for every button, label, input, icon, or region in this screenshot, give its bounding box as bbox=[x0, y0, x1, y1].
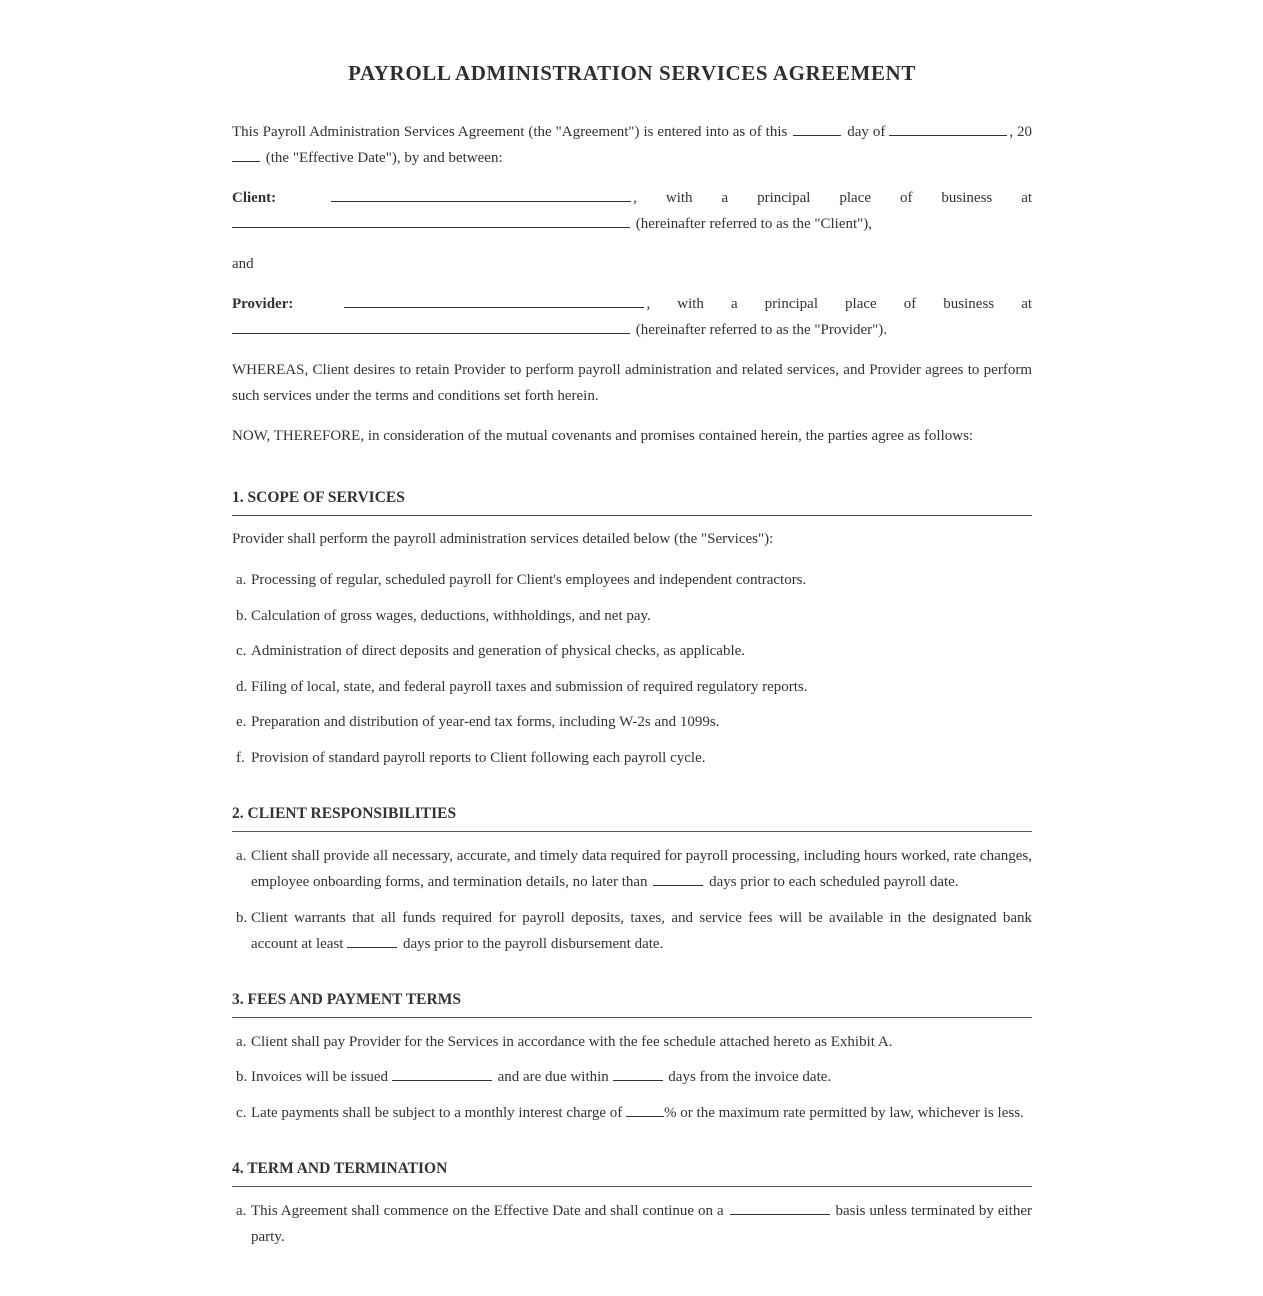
list-item bbox=[232, 709, 1032, 735]
provider-address-intro: with a principal place of business at bbox=[677, 296, 1033, 312]
client-label: Client: bbox=[232, 190, 277, 206]
item-text: Invoices will be issued bbox=[251, 1069, 389, 1085]
month-blank[interactable] bbox=[889, 134, 1007, 136]
term-list bbox=[232, 1198, 1032, 1250]
intro-year-prefix: , 20 bbox=[1009, 124, 1033, 140]
provider-label: Provider: bbox=[232, 296, 294, 312]
client-address-intro: with a principal place of business at bbox=[665, 190, 1033, 206]
item-marker: a. bbox=[236, 1202, 247, 1219]
data-days-blank[interactable] bbox=[653, 884, 703, 886]
item-text: Calculation of gross wages, deductions, withholdings, and net pay. bbox=[251, 607, 651, 624]
client-name-blank[interactable] bbox=[331, 200, 631, 202]
provider-paragraph bbox=[232, 291, 1032, 343]
list-item bbox=[232, 1198, 1032, 1250]
intro-effective-date: (the "Effective Date"), by and between: bbox=[265, 150, 503, 166]
section-heading-term: 4. TERM AND TERMINATION bbox=[232, 1158, 1032, 1187]
item-text: and are due within bbox=[497, 1069, 609, 1085]
item-marker: b. bbox=[236, 1069, 248, 1085]
item-text: Late payments shall be subject to a monthly interest charge of bbox=[251, 1104, 623, 1121]
list-item bbox=[232, 1029, 1032, 1055]
now-therefore-clause: NOW, THEREFORE, in consideration of the mutual covenants and promises contained herein, the parties agree as follows: bbox=[232, 428, 974, 444]
item-text: days from the invoice date. bbox=[668, 1069, 832, 1085]
day-blank[interactable] bbox=[793, 134, 841, 136]
intro-text: This Payroll Administration Services Agreement (the "Agreement") is entered into as of this bbox=[232, 124, 788, 140]
list-item bbox=[232, 638, 1032, 664]
list-item bbox=[232, 674, 1032, 700]
item-text: days prior to each scheduled payroll date. bbox=[709, 873, 959, 890]
item-marker: a. bbox=[236, 1033, 247, 1050]
scope-list bbox=[232, 567, 1032, 771]
intro-day-of: day of bbox=[847, 124, 886, 140]
item-text: Processing of regular, scheduled payroll for Client's employees and independent contractors. bbox=[251, 572, 807, 588]
item-text: basis unless terminated by either party. bbox=[251, 1202, 1033, 1245]
client-responsibilities-list bbox=[232, 843, 1032, 957]
client-paragraph bbox=[232, 185, 1032, 237]
item-text: Client warrants that all funds required for payroll deposits, taxes, and service fees will be available in the designated bank account at least bbox=[251, 909, 1032, 952]
intro-paragraph bbox=[232, 119, 1032, 171]
year-blank[interactable] bbox=[232, 160, 260, 162]
item-marker: a. bbox=[236, 847, 247, 864]
item-marker: c. bbox=[236, 643, 247, 659]
list-item bbox=[232, 1100, 1032, 1126]
item-text: days prior to the payroll disbursement date. bbox=[402, 935, 664, 952]
list-item bbox=[232, 843, 1032, 895]
agreement-document bbox=[232, 0, 1032, 1250]
item-text: Preparation and distribution of year-end tax forms, including W-2s and 1099s. bbox=[251, 714, 720, 730]
list-item bbox=[232, 745, 1032, 771]
item-marker: c. bbox=[236, 1104, 247, 1121]
section-heading-fees: 3. FEES AND PAYMENT TERMS bbox=[232, 989, 1032, 1018]
list-item bbox=[232, 603, 1032, 629]
item-marker: e. bbox=[236, 714, 247, 730]
document-title: PAYROLL ADMINISTRATION SERVICES AGREEMENT bbox=[348, 61, 916, 85]
provider-reference: (hereinafter referred to as the "Provider"). bbox=[635, 322, 888, 338]
item-text: This Agreement shall commence on the Effective Date and shall continue on a bbox=[251, 1202, 724, 1219]
list-item bbox=[232, 1064, 1032, 1090]
funds-days-blank[interactable] bbox=[347, 946, 397, 948]
client-reference: (hereinafter referred to as the "Client"), bbox=[635, 216, 873, 232]
fees-list bbox=[232, 1029, 1032, 1126]
list-item bbox=[232, 905, 1032, 957]
interest-rate-blank[interactable] bbox=[626, 1115, 664, 1117]
item-text: % or the maximum rate permitted by law, whichever is less. bbox=[664, 1104, 1024, 1121]
item-marker: d. bbox=[236, 678, 248, 695]
item-marker: f. bbox=[236, 749, 245, 766]
item-marker: b. bbox=[236, 607, 248, 624]
section-heading-scope: 1. SCOPE OF SERVICES bbox=[232, 487, 1032, 516]
invoice-frequency-blank[interactable] bbox=[392, 1079, 492, 1081]
due-days-blank[interactable] bbox=[613, 1079, 663, 1081]
item-text: Client shall pay Provider for the Services in accordance with the fee schedule attached hereto as Exhibit A. bbox=[251, 1033, 893, 1050]
item-marker: b. bbox=[236, 909, 248, 926]
item-text: Administration of direct deposits and generation of physical checks, as applicable. bbox=[251, 643, 746, 659]
and-connector: and bbox=[232, 256, 254, 272]
item-text: Filing of local, state, and federal payroll taxes and submission of required regulatory reports. bbox=[251, 678, 808, 695]
client-address-blank[interactable] bbox=[232, 226, 630, 228]
section-heading-client-responsibilities: 2. CLIENT RESPONSIBILITIES bbox=[232, 803, 1032, 832]
client-comma: , bbox=[633, 190, 637, 206]
section-lead-scope: Provider shall perform the payroll administration services detailed below (the "Services"): bbox=[232, 531, 774, 547]
item-marker: a. bbox=[236, 572, 247, 588]
item-text: Client shall provide all necessary, accurate, and timely data required for payroll processing, including hours worked, rate changes, employee onboarding forms, and termination details, no later than bbox=[251, 847, 1032, 890]
list-item bbox=[232, 567, 1032, 593]
term-basis-blank[interactable] bbox=[730, 1213, 830, 1215]
item-text: Provision of standard payroll reports to Client following each payroll cycle. bbox=[251, 749, 706, 766]
provider-address-blank[interactable] bbox=[232, 332, 630, 334]
whereas-clause: WHEREAS, Client desires to retain Provider to perform payroll administration and related services, and Provider agrees to perform such services under the terms and conditions set forth herein. bbox=[232, 362, 1032, 404]
provider-comma: , bbox=[646, 296, 651, 312]
provider-name-blank[interactable] bbox=[344, 306, 644, 308]
